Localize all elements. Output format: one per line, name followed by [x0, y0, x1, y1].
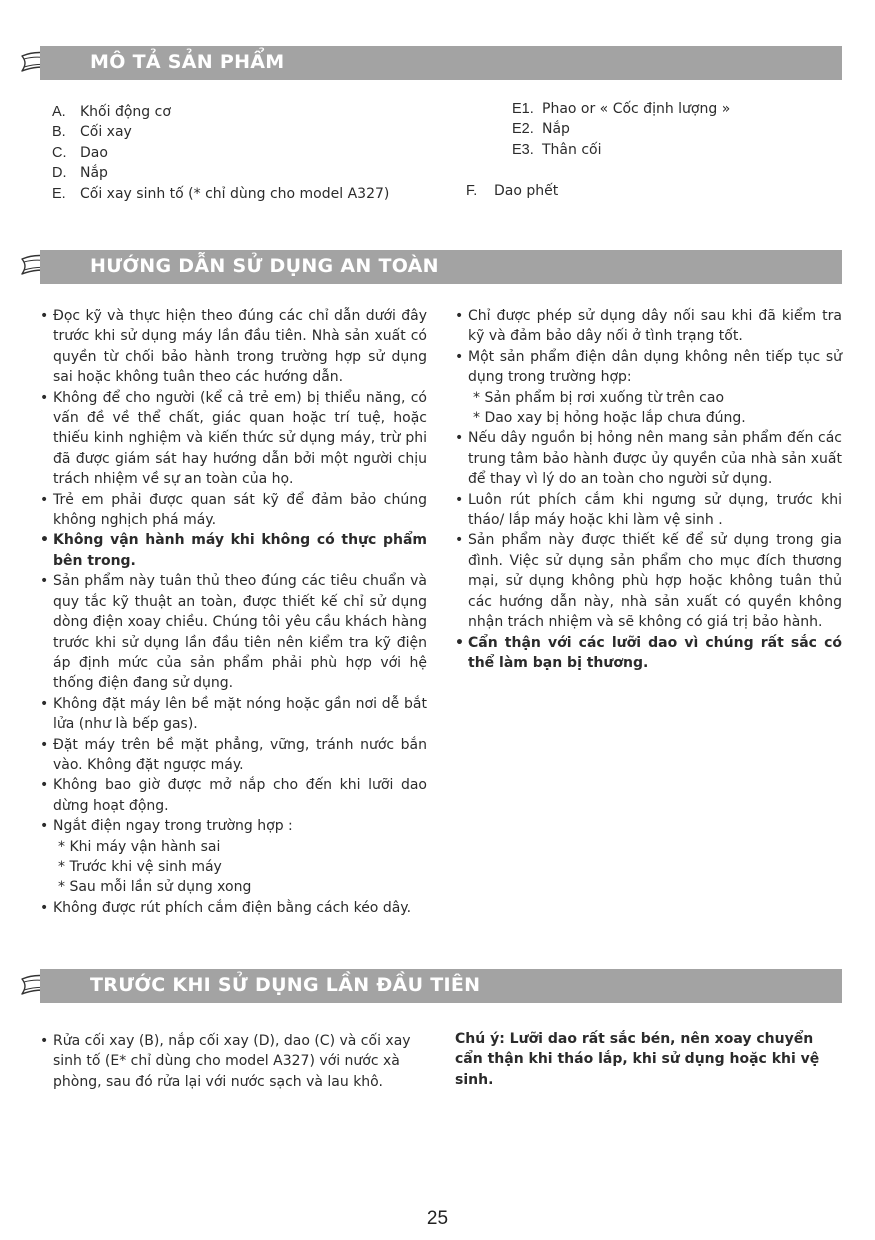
- list-item: • Không đặt máy lên bề mặt nóng hoặc gần nơi dễ bắt lửa (như là bếp gas).: [40, 694, 427, 735]
- list-item: A. Khối động cơ: [52, 104, 171, 120]
- list-item: • Nếu dây nguồn bị hỏng nên mang sản phẩm đến các trung tâm bảo hành được ủy quyền của nhà sản xuất để thay vì lý do an toàn cho người sử dụng.: [455, 428, 842, 489]
- parts-list-left: [52, 102, 452, 204]
- list-item: • Không để cho người (kể cả trẻ em) bị thiểu năng, có vấn đề về thể chất, giác quan hoặc trí tuệ, hoặc thiếu kinh nghiệm và kiến thức sử dụng máy, trừ phi đã được giám sát hay hướng dẫn bởi một người chịu trách nhiệm về sự an toàn của họ.: [40, 388, 427, 490]
- page-number: 25: [426, 1208, 449, 1229]
- list-item: • Không bao giờ được mở nắp cho đến khi lưỡi dao dừng hoạt động.: [40, 775, 427, 816]
- sub-item: * Khi máy vận hành sai: [58, 838, 221, 855]
- list-item: • Sản phẩm này được thiết kế để sử dụng trong gia đình. Việc sử dụng sản phẩm cho mục đích thương mại, sử dụng không phù hợp hoặc không tuân thủ các hướng dẫn này, nhà sản xuất có quyền không nhận trách nhiệm và sẽ không có giá trị bảo hành.: [455, 530, 842, 632]
- list-item: E3. Thân cối: [512, 141, 602, 158]
- list-item: • Đặt máy trên bề mặt phẳng, vững, tránh nước bắn vào. Không đặt ngược máy.: [40, 735, 427, 776]
- list-item: E2. Nắp: [512, 121, 570, 138]
- sub-item: * Sản phẩm bị rơi xuống từ trên cao: [473, 389, 725, 406]
- list-item: • Chỉ được phép sử dụng dây nối sau khi đã kiểm tra kỹ và đảm bảo dây nối ở tình trạng tốt.: [455, 306, 842, 347]
- list-item: • Không vận hành máy khi không có thực phẩm bên trong.: [40, 530, 427, 571]
- section-bar-description: [40, 46, 842, 80]
- section-title-description: MÔ TẢ SẢN PHẨM: [90, 51, 285, 73]
- safety-list-left: [40, 306, 427, 918]
- list-item: B. Cối xay: [52, 124, 132, 141]
- list-item: • Trẻ em phải được quan sát kỹ để đảm bảo chúng không nghịch phá máy.: [40, 490, 427, 531]
- list-item: E. Cối xay sinh tố (* chỉ dùng cho model A327): [52, 185, 390, 202]
- part-f: F. Dao phết: [466, 183, 559, 199]
- section-bar-safety: [40, 250, 842, 284]
- list-item: • Một sản phẩm điện dân dụng không nên tiếp tục sử dụng trong trường hợp:: [455, 347, 842, 388]
- section-bar-first-use: [40, 969, 842, 1003]
- list-item: D. Nắp: [52, 165, 108, 182]
- list-item: • Sản phẩm này tuân thủ theo đúng các tiêu chuẩn và quy tắc kỹ thuật an toàn, được thiết kế chỉ sử dụng dòng điện xoay chiều. Chúng tôi yêu cầu khách hàng trước khi sử dụng lần đầu tiên nên kiểm tra kỹ điện áp định mức của sản phẩm phải phù hợp với hệ thống điện đang sử dụng.: [40, 571, 427, 693]
- list-item: • Cẩn thận với các lưỡi dao vì chúng rất sắc có thể làm bạn bị thương.: [455, 633, 842, 674]
- sub-item: * Trước khi vệ sinh máy: [58, 858, 222, 875]
- sub-item: * Sau mỗi lần sử dụng xong: [58, 879, 252, 896]
- section-title-first-use: TRƯỚC KHI SỬ DỤNG LẦN ĐẦU TIÊN: [90, 974, 481, 996]
- list-item: E1. Phao or « Cốc định lượng »: [512, 101, 731, 117]
- list-item: C. Dao: [52, 144, 108, 161]
- list-item: • Rửa cối xay (B), nắp cối xay (D), dao (C) và cối xay sinh tố (E* chỉ dùng cho model A327) với nước xà phòng, sau đó rửa lại với nước sạch và lau khô.: [40, 1031, 412, 1092]
- safety-list-right: [455, 306, 842, 673]
- section-title-safety: HƯỚNG DẪN SỬ DỤNG AN TOÀN: [90, 255, 439, 277]
- list-item: • Đọc kỹ và thực hiện theo đúng các chỉ dẫn dưới đây trước khi sử dụng máy lần đầu tiên. Nhà sản xuất có quyền từ chối bảo hành trong trường hợp sử dụng sai hoặc không tuân theo các hướng dẫn.: [40, 306, 427, 388]
- list-item: • Ngắt điện ngay trong trường hợp :: [40, 816, 427, 836]
- list-item: • Không được rút phích cắm điện bằng cách kéo dây.: [40, 898, 427, 918]
- first-use-note: Chú ý: Lưỡi dao rất sắc bén, nên xoay chuyển cẩn thận khi tháo lắp, khi sử dụng hoặc khi vệ sinh.: [455, 1031, 820, 1088]
- list-item: • Luôn rút phích cắm khi ngưng sử dụng, trước khi tháo/ lắp máy hoặc khi làm vệ sinh .: [455, 490, 842, 531]
- first-use-instructions: [40, 1031, 412, 1092]
- parts-list-right: [512, 99, 832, 160]
- sub-item: * Dao xay bị hỏng hoặc lắp chưa đúng.: [473, 410, 746, 427]
